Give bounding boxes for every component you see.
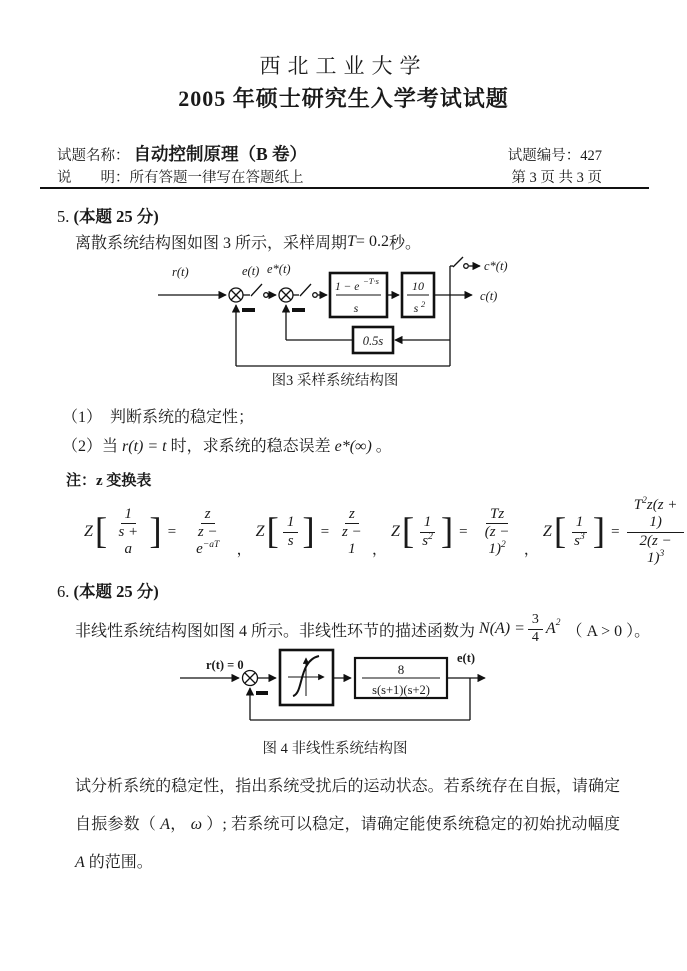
left-bracket: [: [401, 511, 415, 553]
z-operator: Z: [255, 523, 265, 540]
output-signal-label: e(t): [457, 651, 476, 665]
q5-intro-post: 秒。: [388, 235, 421, 252]
zoh-numerator: 1 − e: [335, 281, 360, 293]
eq4-lhs-den-exp: 3: [580, 531, 585, 542]
q6-intro-text: 非线性系统结构图如图 4 所示。非线性环节的描述函数为: [75, 622, 476, 640]
subject-name: 自动控制原理（B 卷）: [133, 144, 308, 164]
eq1-rhs-den-exp: −aT: [202, 540, 220, 551]
figure3-caption: 图3 采样系统结构图: [271, 373, 399, 389]
eq3-lhs-den-exp: 2: [428, 531, 433, 542]
q5-intro-value: = 0.2: [355, 232, 389, 250]
eq4-rhs-num-post: z(z + 1): [646, 497, 678, 531]
paper-number: 427: [580, 148, 602, 164]
question5-number: 5.: [57, 207, 70, 226]
q5-intro-text: 离散系统结构图如图 3 所示，采样周期: [75, 235, 348, 252]
ztransform-eq4: [543, 497, 687, 567]
task-var-omega: ω: [190, 816, 202, 833]
instruction-label: 说 明：: [57, 170, 130, 186]
eq3-rhs-den-exp: 2: [500, 540, 506, 551]
left-bracket: [: [266, 511, 279, 553]
z-operator: Z: [84, 523, 93, 540]
zoh-denominator: s: [353, 301, 359, 315]
plant-denominator-exponent: 2: [421, 299, 426, 309]
plant-numerator: 10: [412, 279, 424, 293]
minus-sign-1: [242, 308, 255, 312]
equals-sign: =: [166, 523, 177, 540]
reference-input-label: r(t) = 0: [206, 658, 244, 672]
left-bracket: [: [94, 511, 108, 553]
describing-function-lhs: N(A) =: [479, 620, 525, 637]
question6-points: (本题 25 分): [73, 582, 159, 601]
university-title: 西北工业大学: [259, 54, 428, 78]
ztransform-table: [84, 497, 687, 567]
eq3-rhs-den-main: (z − 1): [484, 523, 510, 558]
instruction-row: [57, 166, 602, 187]
eq1-rhs-den-main: z − e: [196, 523, 218, 558]
right-bracket: ]: [302, 511, 315, 553]
output-signal-label: c(t): [480, 289, 498, 303]
separator-comma: ，: [236, 542, 252, 558]
eq3-rhs-den: [475, 524, 519, 559]
instruction-text: 所有答题一律写在答题纸上: [129, 170, 304, 186]
eq2-lhs-den: s: [287, 532, 294, 549]
q5-intro-var: T: [347, 232, 356, 250]
eq4-rhs-den: [627, 533, 684, 568]
equals-sign: =: [458, 523, 469, 540]
task-text-3: ）; 若系统可以稳定，请确定能使系统稳定的初始扰动幅度: [202, 816, 620, 833]
ztransform-eq2: [256, 506, 370, 559]
z-operator: Z: [391, 523, 400, 540]
figure4-caption: 图 4 非线性系统结构图: [262, 741, 408, 757]
eq4-lhs-num: 1: [572, 514, 588, 532]
eq4-rhs-num-exp: 2: [642, 496, 647, 506]
page-indicator: 第 3 页 共 3 页: [511, 170, 602, 186]
task-text-4: 的范围。: [84, 854, 153, 871]
eq3-rhs-num: Tz: [486, 506, 508, 524]
ztransform-eq1: [84, 506, 235, 559]
task-text-1: 试分析系统的稳定性，指出系统受扰后的运动状态。若系统存在自振，请确定自振参数（: [75, 778, 620, 833]
error-signal-label: e(t): [242, 264, 260, 278]
minus-sign-2: [292, 308, 305, 312]
q5-item2-math2: e*(∞): [334, 438, 372, 455]
output-sampler-switch: [453, 257, 463, 267]
eq2-rhs-den: z − 1: [342, 523, 362, 558]
subject-label: 试题名称：: [57, 148, 130, 164]
eq4-rhs-den-exp: 3: [659, 548, 665, 559]
eq4-rhs-num: [627, 497, 684, 533]
question6-task: [75, 768, 620, 882]
eq4-rhs-den-main: 2(z − 1): [639, 532, 672, 566]
sampler-switch-1: [251, 284, 262, 296]
eq4-lhs-den-main: s: [574, 532, 580, 549]
plant-denominator: s: [413, 301, 419, 315]
separator-comma: ，: [523, 542, 539, 558]
df-frac-num: 3: [528, 612, 543, 629]
left-bracket: [: [553, 511, 567, 553]
exam-title: 2005 年硕士研究生入学考试试题: [178, 86, 509, 111]
right-bracket: ]: [440, 511, 454, 553]
plant-numerator: 8: [397, 662, 405, 677]
df-frac-den: 4: [531, 629, 539, 645]
q5-item-1: （1） 判断系统的稳定性；: [62, 409, 255, 426]
eq4-lhs-den: [570, 533, 589, 550]
question6-heading: [57, 578, 159, 602]
equals-sign: =: [610, 523, 621, 540]
header-divider: [40, 187, 649, 189]
z-operator: Z: [542, 523, 552, 540]
right-bracket: ]: [149, 511, 162, 553]
question5-points: (本题 25 分): [73, 207, 159, 226]
task-var-A2: A: [75, 854, 85, 871]
figure3-block-diagram: [150, 256, 550, 370]
paper-number-group: [508, 144, 602, 165]
eq1-rhs-num: z: [201, 506, 215, 524]
task-var-A: A: [160, 816, 171, 833]
ztable-note: 注：z 变换表: [66, 473, 152, 489]
separator-comma: ，: [371, 542, 387, 558]
eq2-lhs-num: 1: [283, 514, 299, 532]
q5-item2-math1: r(t) = t: [122, 438, 167, 455]
figure4-block-diagram: [170, 645, 500, 731]
zoh-numerator-exponent: −T·s: [363, 276, 379, 286]
paper-number-label: 试题编号：: [507, 148, 581, 164]
eq3-lhs-num: 1: [420, 514, 436, 532]
plant-denominator: s(s+1)(s+2): [372, 683, 430, 697]
subject-group: [57, 141, 307, 166]
df-condition: （ A > 0 ）。: [566, 622, 651, 640]
subject-row: [57, 141, 602, 166]
eq1-lhs-num: 1: [121, 506, 137, 524]
question5-heading: [57, 203, 159, 227]
sampled-output-label: c*(t): [484, 259, 508, 273]
eq1-lhs-den: s + a: [118, 523, 139, 558]
q5-item2-mid: 时，求系统的稳态误差: [166, 438, 335, 455]
rate-feedback-gain: 0.5s: [362, 334, 384, 348]
eq3-lhs-den: [418, 533, 437, 550]
equals-sign: =: [319, 523, 330, 540]
eq1-rhs-den: [184, 524, 232, 559]
question6-number: 6.: [57, 582, 70, 601]
q5-item2-post: 。: [371, 438, 392, 455]
eq4-rhs-num-main: T: [633, 497, 643, 513]
sampled-error-label: e*(t): [267, 262, 291, 276]
task-text-2: ，: [170, 816, 191, 833]
question5-intro: [75, 230, 421, 253]
right-bracket: ]: [592, 511, 606, 553]
eq2-rhs-num: z: [345, 506, 359, 524]
df-amplitude-exp: 2: [555, 618, 561, 628]
instruction-group: [57, 166, 304, 187]
eq3-lhs-den-main: s: [422, 532, 429, 549]
sampler-switch-2: [300, 284, 311, 296]
input-signal-label: r(t): [172, 265, 189, 279]
minus-sign: [256, 691, 268, 695]
ztransform-eq3: [391, 506, 522, 559]
q5-item-2: [62, 433, 392, 456]
df-amplitude-var: A: [545, 620, 556, 637]
q5-item2-pre: （2）当: [62, 438, 123, 455]
